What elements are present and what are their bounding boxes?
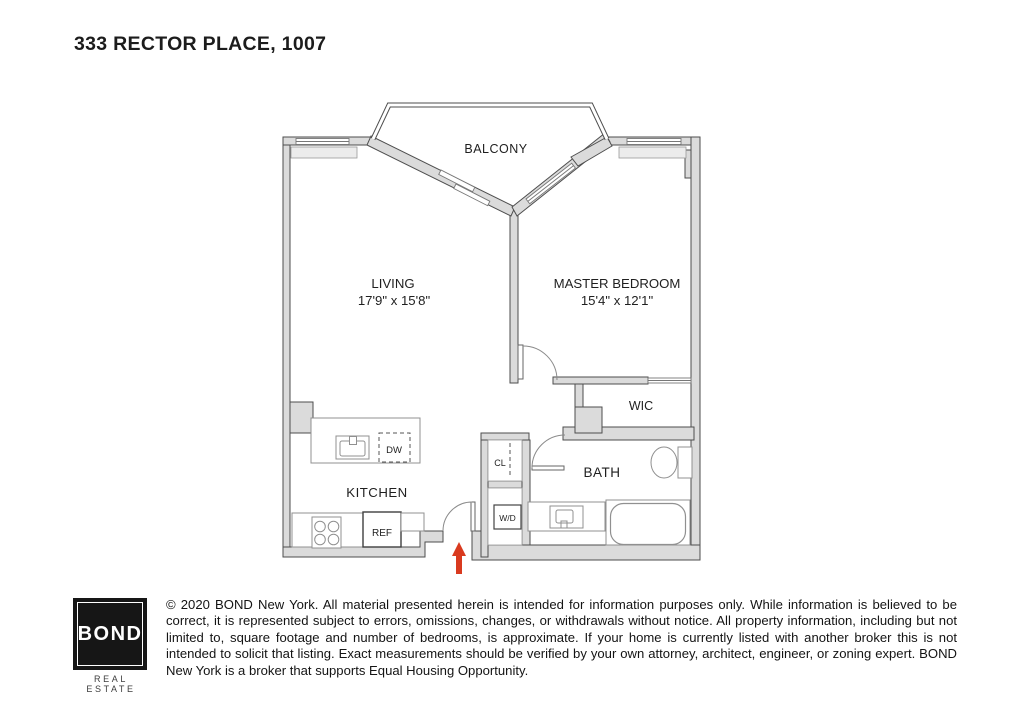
wall-left	[283, 137, 290, 557]
bond-logo-tagline: REAL ESTATE	[86, 674, 136, 694]
balcony-railing	[373, 105, 607, 139]
page-title: 333 RECTOR PLACE, 1007	[74, 33, 327, 55]
wall-closet-divider	[488, 481, 522, 488]
living-label: LIVING	[371, 276, 415, 291]
master-bedroom-dimensions: 15'4" x 12'1"	[580, 293, 654, 308]
toilet-tank	[678, 447, 692, 478]
refrigerator-label: REF	[372, 528, 392, 539]
bedroom-door-swing	[523, 346, 557, 380]
dishwasher-label: DW	[386, 445, 402, 456]
sill-right	[619, 147, 686, 158]
wall-closet-left	[481, 433, 488, 557]
balcony-label: BALCONY	[464, 142, 528, 156]
kitchen-label: KITCHEN	[346, 485, 408, 500]
bathtub	[611, 504, 686, 545]
closet-label: CL	[494, 458, 506, 468]
kitchen-faucet	[350, 437, 357, 445]
bond-logo	[73, 598, 147, 670]
wall-closet-top	[481, 433, 529, 440]
bond-logo-text: BOND	[77, 622, 143, 645]
bond-logo-frame	[77, 602, 143, 666]
bath-door-swing	[532, 435, 565, 468]
wall-wic-corner	[575, 407, 602, 433]
entry-door-swing	[443, 502, 472, 531]
wall-right	[691, 137, 700, 560]
sill-left	[291, 147, 357, 158]
master-bedroom-label: MASTER BEDROOM	[553, 276, 681, 291]
window-balcony-right	[526, 163, 575, 203]
wall-balcony-corner-right	[571, 137, 612, 166]
bath-label: BATH	[583, 465, 621, 480]
kitchen-counter-end	[401, 513, 424, 531]
legal-disclaimer: © 2020 BOND New York. All material presented herein is intended for information purposes only. While information is believed to be correct, it is represented subject to errors, omissions, changes, or withdrawals without notice. All property information, including but not limited to, square footage and number of bedrooms, is approximate. If your home is currently listed with another broker this is not intended to solicit that listing. Exact measurements should be verified by your own attorney, architect, engineer, or zoning expert. BOND New York is a broker that supports Equal Housing Opportunity.	[166, 597, 957, 678]
washer-dryer-label: W/D	[499, 513, 516, 523]
bath-door-leaf	[532, 466, 564, 470]
wall-living-bedroom-divider	[510, 206, 518, 383]
wall-bedroom-bottom	[553, 377, 648, 384]
windows	[296, 139, 691, 384]
entrance-arrow-icon	[452, 542, 466, 574]
wic-label: WIC	[628, 399, 654, 413]
toilet-bowl	[651, 447, 677, 478]
wall-pillar-left	[290, 402, 313, 433]
entry-door-leaf	[471, 502, 475, 531]
living-dimensions: 17'9" x 15'8"	[357, 293, 431, 308]
bedroom-door-leaf	[518, 345, 523, 379]
wall-wic-left	[575, 383, 583, 409]
